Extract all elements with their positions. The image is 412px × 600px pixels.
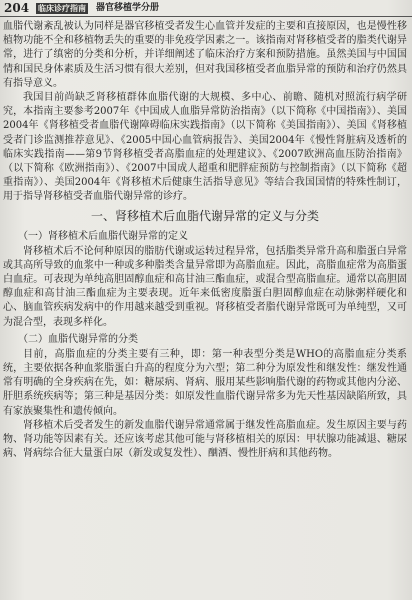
paragraph-secondary-causes: 肾移植术后受者发生的新发血脂代谢异常通常属于继发性高脂血症。发生原因主要与药物、肾功能等因素有关。还应该考虑其他可能与肾移植相关的原因：甲状腺功能减退、糖尿病、肾病综合征大量蛋白尿（新发或复发性）、酗酒、慢性肝病和其他药物。 <box>3 419 407 460</box>
running-header <box>0 0 412 17</box>
paragraph-intro: 血脂代谢紊乱被认为同样是器官移植受者发生心血管并发症的主要和直接原因，也是慢性移植物功能不全和移植物丢失的重要的非免疫学因素之一。该指南对肾移植受者的脂类代谢异常，进行了缜密的分类和分析，并详细阐述了临床治疗方案和预防措施。虽然美国与中国国情和国民身体素质及生活习惯有很大差别，但对我国移植受者血脂异常的预防和治疗仍然具有指导意义。 <box>3 21 407 89</box>
paragraph-classification: 目前，高脂血症的分类主要有三种，即：第一种表型分类是WHO的高脂血症分类系统，主要依据各种血浆脂蛋白升高的程度分为六型；第二种分为原发性和继发性：继发性通常有明确的全身疾病在先，如：糖尿病、肾病、服用某些影响脂代谢的药物或其他内分泌、肝胆系统疾病等；第三种是基因分类：如原发性血脂代谢异常多为先天性基因缺陷所致，具有家族聚集性和遗传倾向。 <box>3 348 407 417</box>
paragraph-references: 我国目前尚缺乏肾移植群体血脂代谢的大规模、多中心、前瞻、随机对照流行病学研究，本指南主要参考2007年《中国成人血脂异常防治指南》（以下简称《中国指南》）、美国2004年《肾移植受者血脂代谢障碍临床实践指南》（以下简称《美国指南》）、美国《肾移植受者门诊监测推荐意见》、《2005中国心血管病报告》、美国2004年《慢性肾脏病及透析的临床实践指南——第9节肾移植受者高脂血症的处理建议》、《2007欧洲高血压防治指南》（以下简称《欧洲指南》）、《2007中国成人超重和肥胖症预防与控制指南》（以下简称《超重指南》）、美国2004年《肾移植术后健康生活指导意见》等结合我国国情的特殊性制订，用于指导肾移植受者血脂代谢异常的诊疗。 <box>3 92 407 203</box>
paragraph-definition: 肾移植术后不论何种原因的脂肪代谢或运转过程异常，包括脂类异常升高和脂蛋白异常或其高所导致的血浆中一种或多种脂类含量异常即为高脂血症。因此，高脂血症常为高脂蛋白血症。可表现为单纯高胆固醇血症和高甘油三酯血症，或混合型高脂血症。通常以高胆固醇血症和高甘油三酯血症为主要表现。近年来低密度脂蛋白胆固醇血症在动脉粥样硬化和心、脑血管疾病发病中的作用越来越受到重视。肾移植受者脂代谢异常既可为单纯型，又可为混合型，表现多样化。 <box>3 245 407 328</box>
book-title: 器官移植学分册 <box>96 3 160 13</box>
subsection-heading-classification: （二）血脂代谢异常的分类 <box>18 333 138 345</box>
page-body <box>0 20 410 600</box>
page-number: 204 <box>4 1 30 15</box>
section-tag: 临床诊疗指南 <box>38 4 86 13</box>
section-heading: 一、肾移植术后血脂代谢异常的定义与分类 <box>90 208 319 223</box>
subsection-heading-definition: （一）肾移植术后血脂代谢异常的定义 <box>18 230 188 242</box>
